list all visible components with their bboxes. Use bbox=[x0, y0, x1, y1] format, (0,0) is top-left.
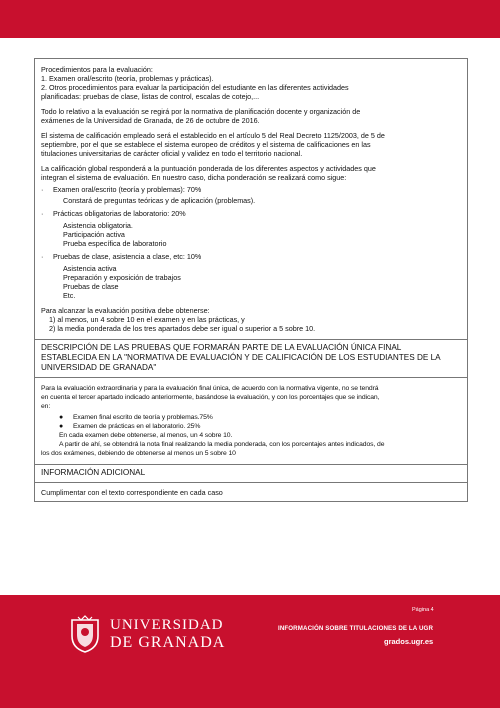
weighting-item-label: Pruebas de clase, asistencia a clase, etc: 10% bbox=[53, 252, 202, 261]
bullet-icon: · bbox=[41, 185, 44, 194]
weighting-subitem: Pruebas de clase bbox=[63, 282, 119, 291]
intro-line: Para la evaluación extraordinaria y para la evaluación final única, de acuerdo con la normativa vigente, no se tendrá bbox=[41, 385, 379, 392]
condition-line: A partir de ahí, se obtendrá la nota final realizando la media ponderada, con los porcentajes antes indicados, de bbox=[59, 441, 385, 448]
page-footer bbox=[0, 595, 500, 708]
grading-system-line: septiembre, por el que se establece el sistema europeo de créditos y el sistema de calificaciones en las bbox=[41, 140, 371, 149]
degrees-url: grados.ugr.es bbox=[384, 637, 434, 646]
intro-line: en: bbox=[41, 403, 51, 410]
additional-info-title: INFORMACIÓN ADICIONAL bbox=[41, 468, 146, 477]
condition-line: los dos exámenes, debiendo de obtenerse al menos un 5 sobre 10 bbox=[41, 450, 236, 457]
bullet-icon: ● bbox=[59, 414, 64, 421]
weighting-item-label: Examen oral/escrito (teoría y problemas): 70% bbox=[53, 185, 202, 194]
weighting-item-class bbox=[41, 252, 461, 300]
weighting-subitem: Etc. bbox=[63, 291, 76, 300]
procedures-line: Procedimientos para la evaluación: bbox=[41, 65, 153, 74]
positive-evaluation-condition: 2) la media ponderada de los tres apartados debe ser igual o superior a 5 sobre 10. bbox=[49, 324, 316, 333]
weighting-item-lab bbox=[41, 209, 461, 248]
heading-line: ESTABLECIDA EN LA "NORMATIVA DE EVALUACIÓN Y DE CALIFICACIÓN DE LOS ESTUDIANTES DE LA bbox=[41, 353, 441, 362]
procedures-line: 1. Examen oral/escrito (teoría, problemas y prácticas). bbox=[41, 74, 214, 83]
positive-evaluation-condition: 1) al menos, un 4 sobre 10 en el examen y en las prácticas, y bbox=[49, 315, 245, 324]
heading-line: DESCRIPCIÓN DE LAS PRUEBAS QUE FORMARÁN PARTE DE LA EVALUACIÓN ÚNICA FINAL bbox=[41, 343, 402, 352]
university-name-line2: DE GRANADA bbox=[110, 634, 226, 651]
university-crest-icon bbox=[68, 614, 102, 654]
exam-weight-item bbox=[41, 422, 461, 431]
bullet-icon: · bbox=[41, 209, 44, 218]
procedures-paragraph bbox=[41, 65, 461, 101]
global-grade-line: integran el sistema de evaluación. En nuestro caso, dicha ponderación se realizará como sigue: bbox=[41, 173, 347, 182]
grading-system-line: El sistema de calificación empleado será el establecido en el artículo 5 del Real Decreto 1125/2003, de 5 de bbox=[41, 131, 385, 140]
weighting-subitem: Preparación y exposición de trabajos bbox=[63, 273, 181, 282]
grading-system-line: titulaciones universitarias de carácter oficial y validez en todo el territorio nacional. bbox=[41, 149, 303, 158]
additional-info-heading bbox=[34, 464, 468, 482]
university-name-line1: UNIVERSIDAD bbox=[110, 617, 224, 633]
weighting-item-label: Prácticas obligatorias de laboratorio: 20% bbox=[53, 209, 186, 218]
procedures-line: 2. Otros procedimientos para evaluar la participación del estudiante en las diferentes actividades bbox=[41, 83, 349, 92]
degrees-info-title: INFORMACIÓN SOBRE TITULACIONES DE LA UGR bbox=[278, 625, 434, 632]
condition-line: En cada examen debe obtenerse, al menos, un 4 sobre 10. bbox=[59, 432, 233, 439]
bullet-icon: ● bbox=[59, 423, 64, 430]
single-evaluation-heading bbox=[34, 339, 468, 377]
additional-info-text: Cumplimentar con el texto correspondiente en cada caso bbox=[41, 488, 223, 497]
top-header-bar bbox=[0, 0, 500, 38]
additional-info-body bbox=[34, 482, 468, 502]
exam-weight-label: Examen de prácticas en el laboratorio. 25% bbox=[73, 423, 201, 430]
weighting-subitem: Asistencia obligatoria. bbox=[63, 221, 133, 230]
normativa-line: Todo lo relativo a la evaluación se regirá por la normativa de planificación docente y organización de bbox=[41, 107, 361, 116]
positive-evaluation-paragraph bbox=[41, 306, 461, 333]
bullet-icon: · bbox=[41, 252, 44, 261]
heading-line: UNIVERSIDAD DE GRANADA" bbox=[41, 363, 157, 372]
single-evaluation-body bbox=[34, 377, 468, 464]
page-number: Página 4 bbox=[412, 607, 434, 613]
weighting-item-exam bbox=[41, 185, 461, 205]
weighting-subitem: Constará de preguntas teóricas y de aplicación (problemas). bbox=[63, 196, 256, 205]
normativa-paragraph bbox=[41, 107, 461, 125]
intro-line: en cuenta el tercer apartado indicado anteriormente, basándose la evaluación, y con los porcentajes que se indican, bbox=[41, 394, 380, 401]
normativa-line: exámenes de la Universidad de Granada, de 26 de octubre de 2016. bbox=[41, 116, 260, 125]
evaluation-procedures-cell bbox=[34, 58, 468, 339]
weighting-subitem: Asistencia activa bbox=[63, 264, 117, 273]
exam-weight-label: Examen final escrito de teoría y problemas.75% bbox=[73, 414, 213, 421]
procedures-line: planificadas: pruebas de clase, listas de control, escalas de cotejo,... bbox=[41, 92, 260, 101]
single-evaluation-conditions bbox=[41, 431, 461, 449]
weighting-subitem: Participación activa bbox=[63, 230, 125, 239]
exam-weight-item bbox=[41, 413, 461, 422]
evaluation-table bbox=[34, 58, 468, 502]
global-grade-paragraph bbox=[41, 164, 461, 182]
weighting-subitem: Prueba específica de laboratorio bbox=[63, 239, 167, 248]
global-grade-line: La calificación global responderá a la puntuación ponderada de los diferentes aspectos y actividades que bbox=[41, 164, 376, 173]
single-evaluation-intro bbox=[41, 384, 461, 411]
positive-evaluation-intro: Para alcanzar la evaluación positiva debe obtenerse: bbox=[41, 306, 210, 315]
grading-system-paragraph bbox=[41, 131, 461, 158]
